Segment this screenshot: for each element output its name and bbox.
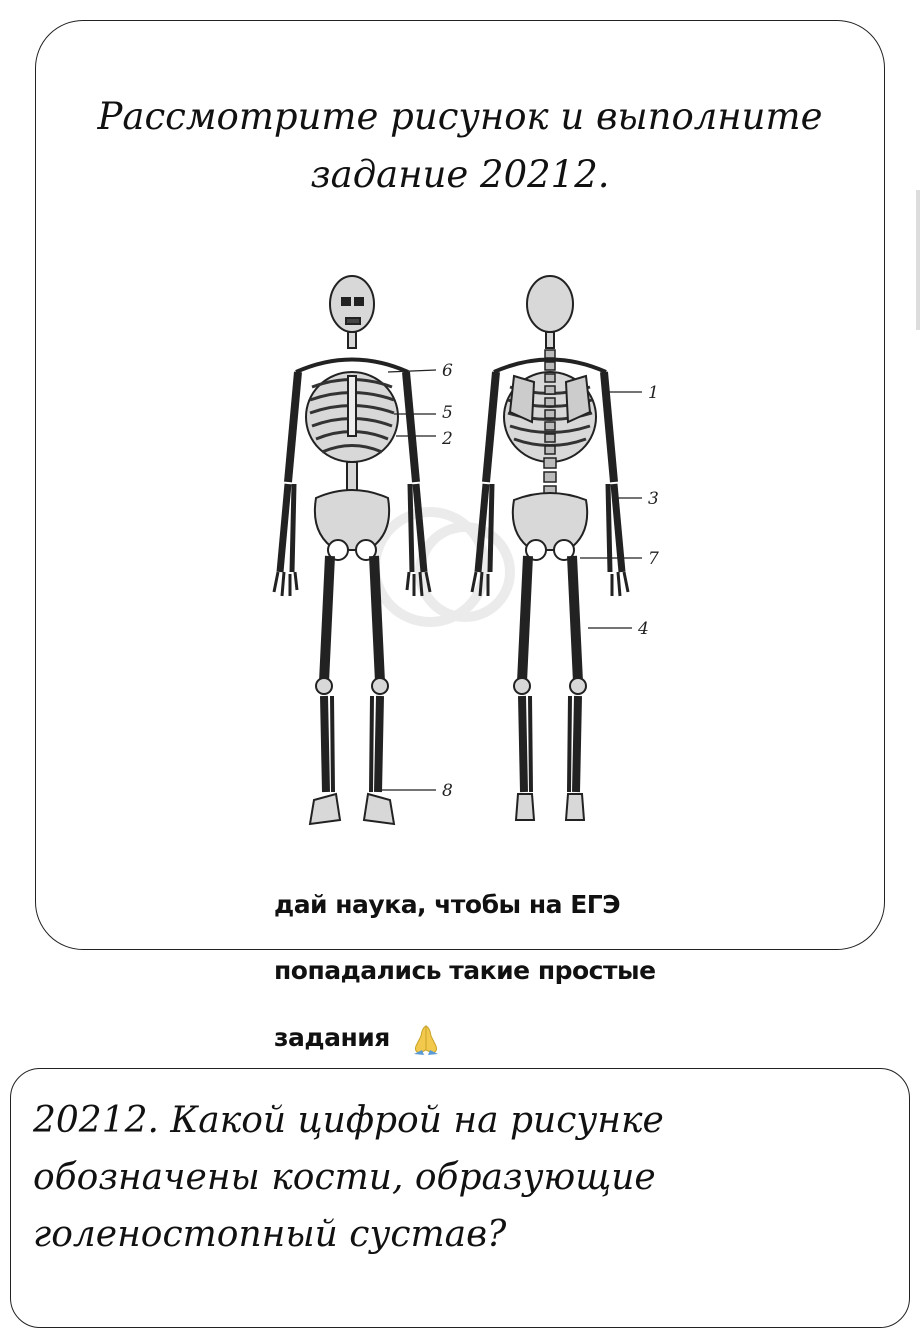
task-title-line-1: Рассмотрите рисунок и выполните: [97, 95, 823, 138]
caption-line-2: попадались такие простые: [274, 956, 656, 985]
folded-hands-icon: [410, 1022, 442, 1056]
question-line-3: голеностопный сустав?: [33, 1214, 507, 1255]
label-3: 3: [648, 489, 659, 509]
skeleton-figure: [270, 272, 690, 842]
label-5: 5: [442, 403, 453, 423]
question-line-2: обозначены кости, образующие: [33, 1157, 656, 1198]
label-7: 7: [648, 549, 659, 569]
label-2: 2: [442, 429, 453, 449]
caption-line-1: дай наука, чтобы на ЕГЭ: [274, 890, 621, 919]
label-1: 1: [648, 383, 659, 403]
caption-line-3-wrap: [274, 1022, 442, 1056]
label-6: 6: [442, 361, 453, 381]
label-4: 4: [638, 619, 649, 639]
skeleton-front-illustration: [274, 276, 430, 824]
caption-line-3: задания: [274, 1023, 390, 1052]
question-line-1: 20212. Какой цифрой на рисунке: [33, 1100, 664, 1141]
label-8: 8: [442, 781, 453, 801]
task-title-line-2: задание 20212.: [310, 153, 610, 196]
question-text: [33, 1092, 893, 1263]
skeleton-back-illustration: [472, 276, 628, 820]
task-title: [35, 88, 885, 204]
edge-shadow: [916, 190, 920, 330]
